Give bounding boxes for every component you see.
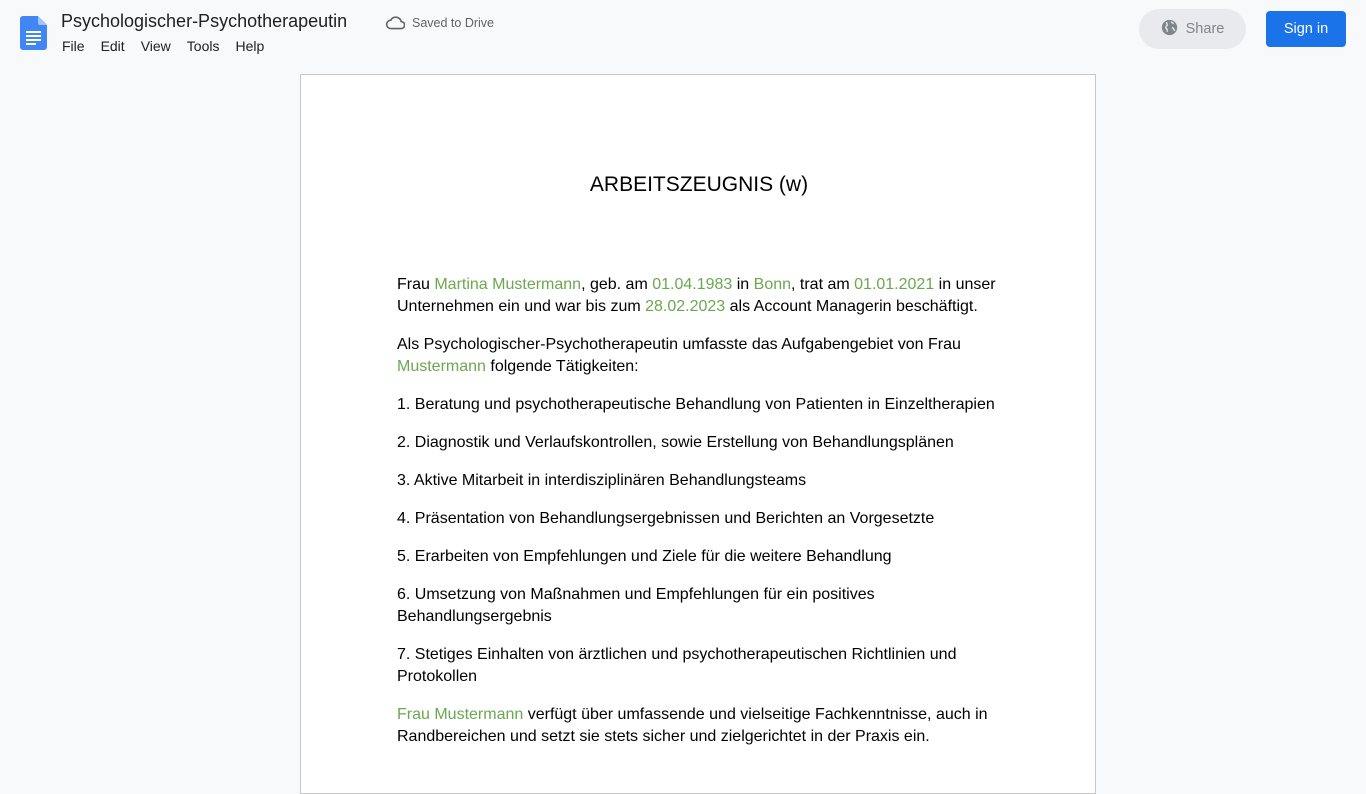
text-run: , geb. am [581, 276, 653, 293]
employee-name: Martina Mustermann [434, 276, 582, 293]
document-heading: ARBEITSZEUGNIS (w) [589, 173, 809, 196]
task-item: 3. Aktive Mitarbeit in interdisziplinären Behandlungsteams [397, 472, 807, 489]
top-bar [0, 0, 1366, 62]
skills-paragraph [397, 704, 997, 748]
employee-surname: Mustermann [397, 358, 486, 375]
intro-paragraph [397, 274, 997, 318]
share-button-label: Share [1185, 21, 1225, 37]
save-status [386, 14, 494, 32]
google-docs-icon[interactable] [20, 16, 47, 50]
employee-name: Frau Mustermann [397, 706, 524, 723]
text-run: , trat am [791, 276, 855, 293]
start-date: 01.01.2021 [854, 276, 935, 293]
text-run: Als Psychologischer-Psychotherapeutin umfasste das Aufgabengebiet von Frau [397, 336, 961, 353]
task-item: 1. Beratung und psychotherapeutische Behandlung von Patienten in Einzeltherapien [397, 396, 995, 413]
sign-in-button[interactable]: Sign in [1266, 11, 1346, 47]
share-button[interactable] [1139, 9, 1246, 49]
menu-bar [54, 37, 272, 57]
cloud-done-icon [386, 16, 405, 30]
menu-help[interactable]: Help [235, 38, 265, 54]
task-item: 6. Umsetzung von Maßnahmen und Empfehlungen für ein positives Behandlungsergebnis [397, 586, 875, 625]
menu-edit[interactable]: Edit [100, 38, 125, 54]
document-page[interactable] [300, 74, 1096, 794]
save-status-label: Saved to Drive [412, 16, 494, 30]
text-run: Frau [397, 276, 435, 293]
task-item: 7. Stetiges Einhalten von ärztlichen und psychotherapeutischen Richtlinien und Protokollen [397, 646, 957, 685]
menu-view[interactable]: View [140, 38, 171, 54]
text-run: folgende Tätigkeiten: [485, 358, 639, 375]
tasks-intro-paragraph [397, 334, 997, 378]
document-title[interactable]: Psychologischer-Psychotherapeutin [61, 11, 348, 31]
globe-icon [1161, 19, 1178, 40]
menu-tools[interactable]: Tools [186, 38, 220, 54]
task-item: 5. Erarbeiten von Empfehlungen und Ziele für die weitere Behandlung [397, 548, 892, 565]
birth-date: 01.04.1983 [652, 276, 733, 293]
task-item: 4. Präsentation von Behandlungsergebnissen und Berichten an Vorgesetzte [397, 510, 935, 527]
text-run: als Account Managerin beschäftigt. [725, 298, 978, 315]
birth-city: Bonn [753, 276, 792, 293]
text-run: in unser Unternehmen ein und war bis zum [397, 276, 996, 315]
menu-file[interactable]: File [62, 38, 85, 54]
document-body [397, 274, 997, 764]
text-run: in [732, 276, 754, 293]
end-date: 28.02.2023 [645, 298, 726, 315]
task-item: 2. Diagnostik und Verlaufskontrollen, sowie Erstellung von Behandlungsplänen [397, 434, 954, 451]
text-run: verfügt über umfassende und vielseitige Fachkenntnisse, auch in Randbereichen und setzt sie stets sicher und zielgerichtet in der Praxis ein. [397, 706, 988, 745]
